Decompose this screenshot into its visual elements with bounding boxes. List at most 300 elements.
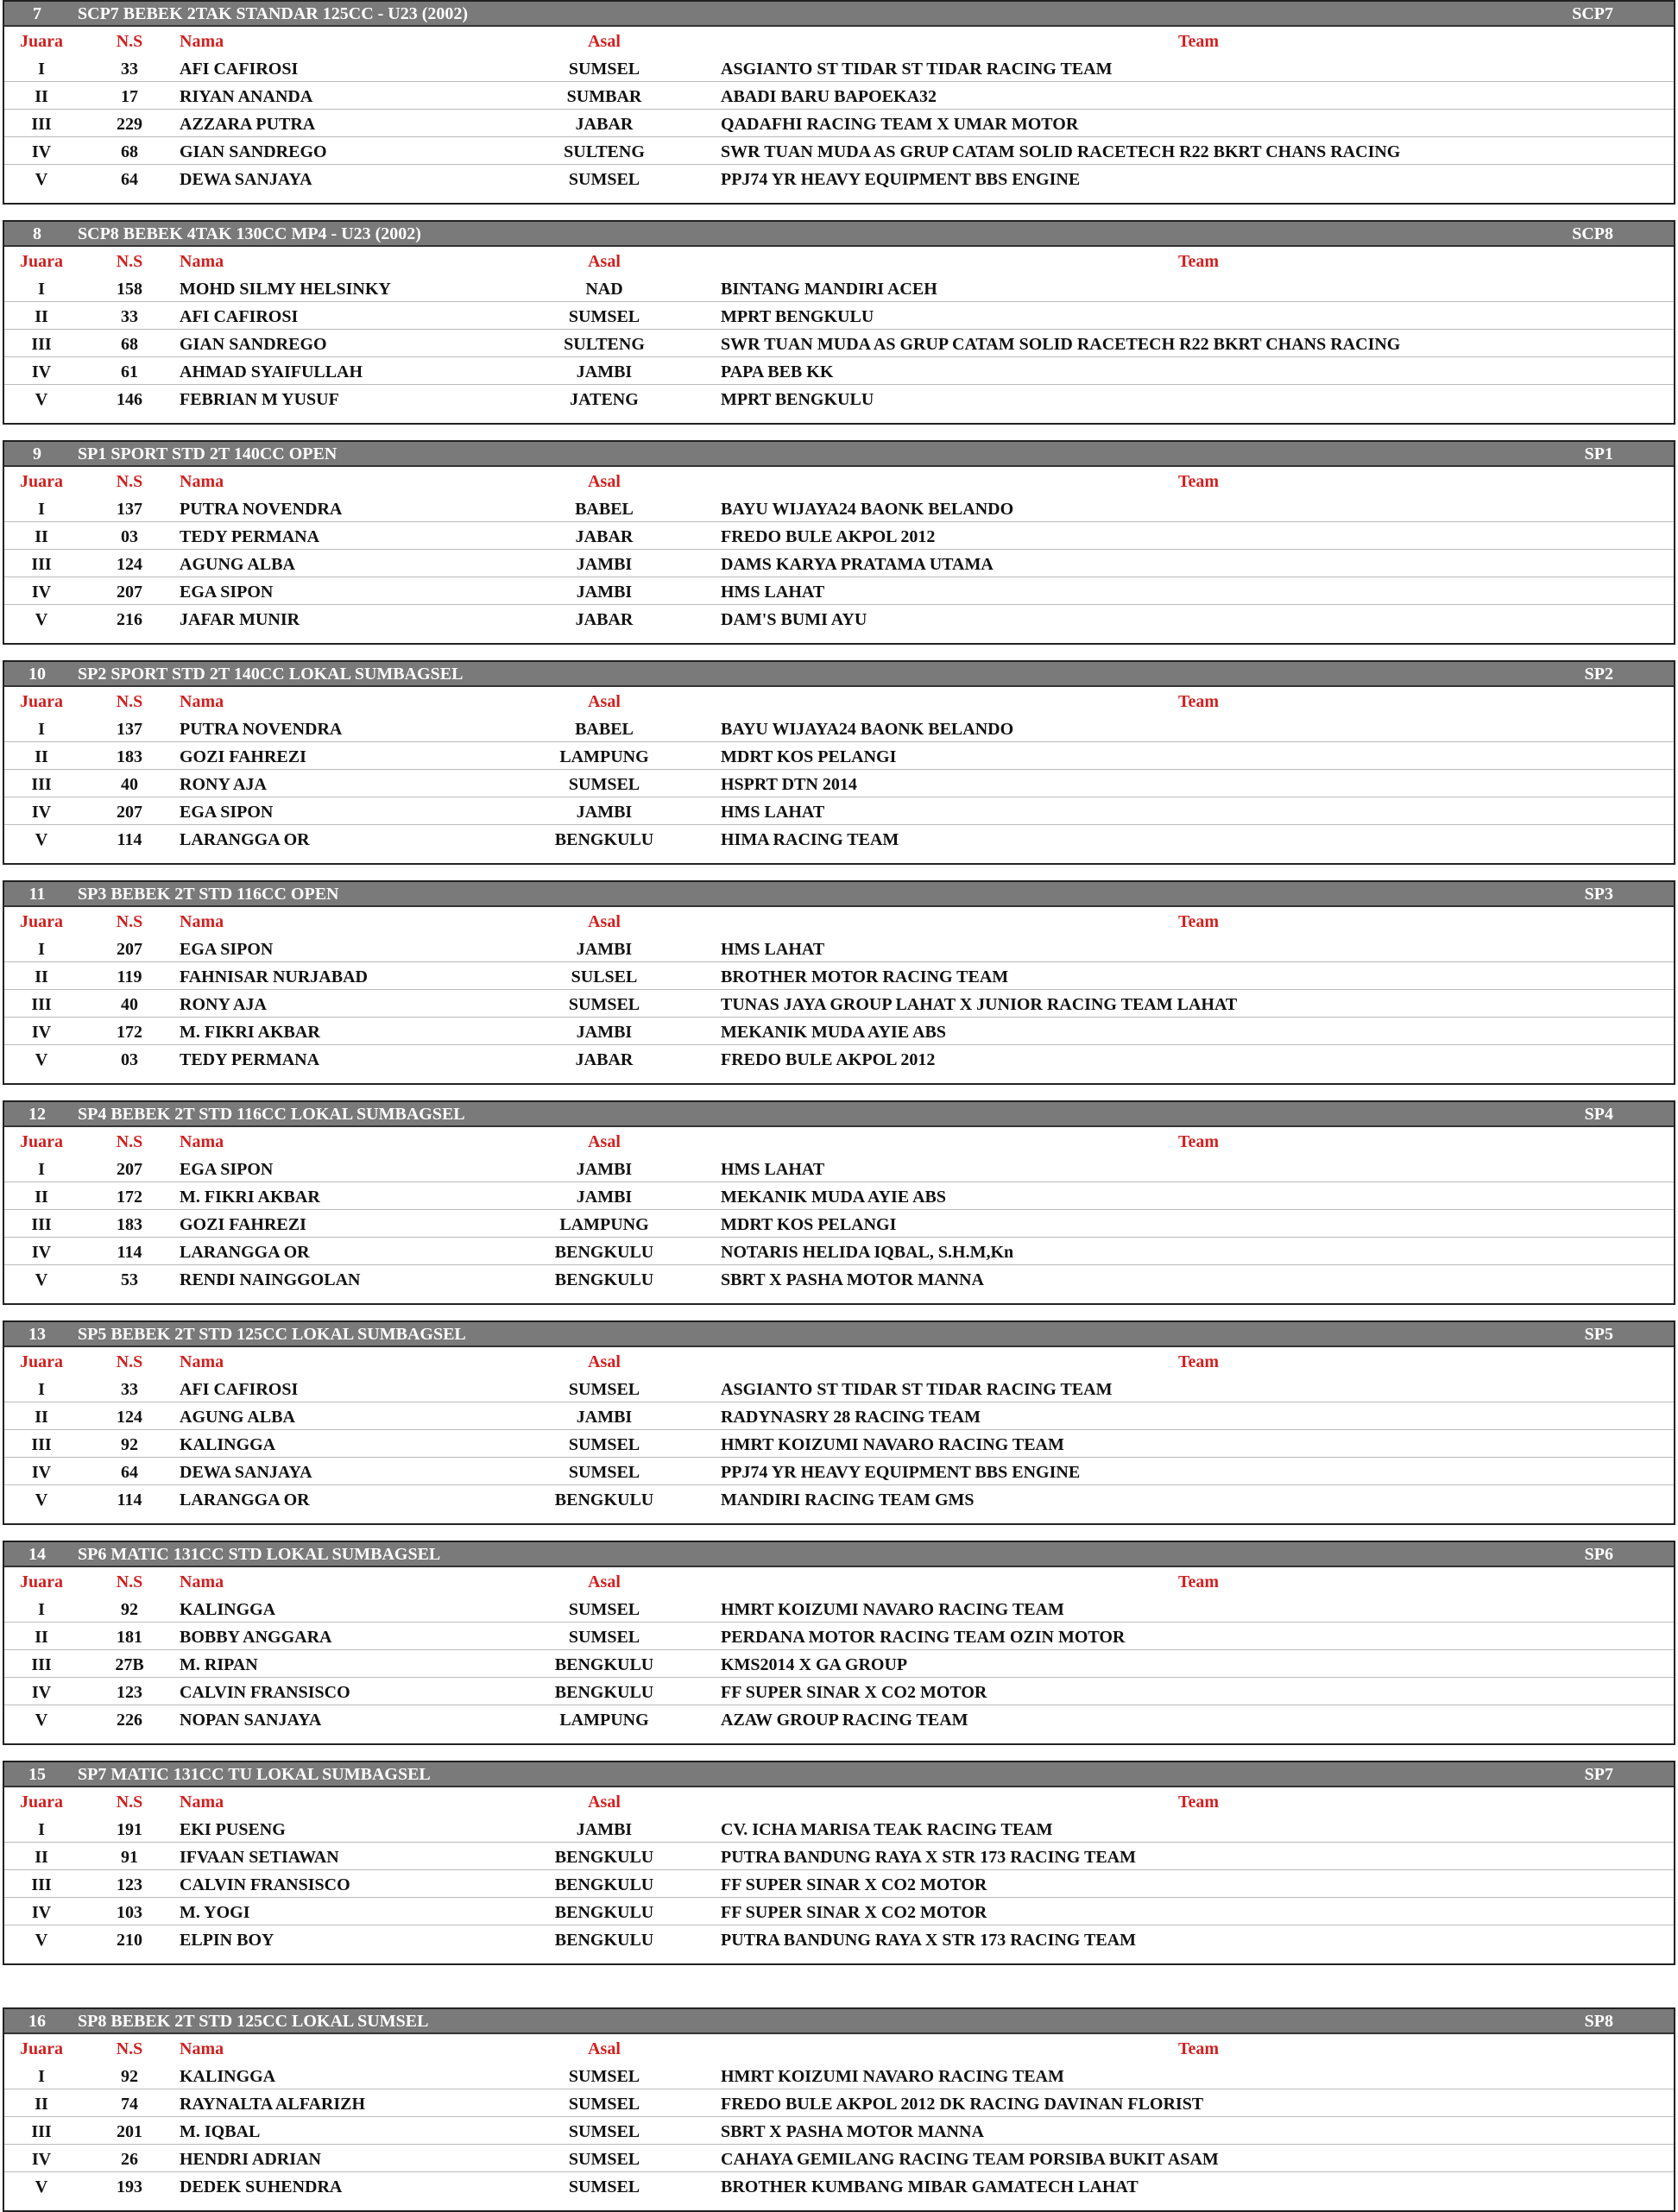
- column-header-asal: Asal: [588, 2039, 621, 2058]
- cell-asal: BENGKULU: [554, 1848, 654, 1867]
- cell-juara: I: [38, 1600, 45, 1619]
- table-row: [4, 330, 1674, 357]
- cell-nama: FAHNISAR NURJABAD: [180, 967, 368, 986]
- results-section: [3, 1100, 1675, 1305]
- column-header-asal: Asal: [588, 1132, 621, 1151]
- cell-asal: LAMPUNG: [559, 1215, 649, 1234]
- cell-ns: 123: [117, 1875, 142, 1894]
- section-header: [4, 1102, 1674, 1127]
- cell-ns: 92: [121, 2067, 138, 2086]
- cell-juara: I: [38, 2067, 45, 2086]
- cell-juara: II: [35, 307, 48, 326]
- cell-juara: II: [35, 1188, 48, 1207]
- column-header-row: [4, 1567, 1674, 1595]
- cell-nama: AFI CAFIROSI: [180, 60, 299, 79]
- cell-nama: M. RIPAN: [180, 1655, 258, 1674]
- column-header-ns: N.S: [116, 1352, 143, 1371]
- cell-team: HMRT KOIZUMI NAVARO RACING TEAM: [721, 2067, 1064, 2086]
- section-header: [4, 442, 1674, 467]
- cell-ns: 146: [117, 390, 142, 409]
- table-row: [4, 302, 1674, 330]
- cell-juara: V: [35, 1490, 48, 1509]
- cell-ns: 181: [117, 1628, 142, 1647]
- cell-team: TUNAS JAYA GROUP LAHAT X JUNIOR RACING TEAM LAHAT: [721, 995, 1238, 1014]
- cell-team: BAYU WIJAYA24 BAONK BELANDO: [721, 720, 1014, 739]
- cell-nama: AZZARA PUTRA: [180, 115, 316, 134]
- column-header-asal: Asal: [588, 1793, 621, 1812]
- table-row: [4, 1485, 1674, 1513]
- cell-nama: EKI PUSENG: [180, 1820, 286, 1839]
- section-title: SCP7 BEBEK 2TAK STANDAR 125CC - U23 (2002): [78, 4, 469, 23]
- cell-team: ASGIANTO ST TIDAR ST TIDAR RACING TEAM: [721, 60, 1113, 79]
- cell-ns: 191: [117, 1820, 142, 1839]
- column-header-ns: N.S: [116, 912, 143, 931]
- section-number: 9: [33, 444, 41, 463]
- cell-team: MEKANIK MUDA AYIE ABS: [721, 1023, 946, 1042]
- column-header-juara: Juara: [20, 692, 63, 711]
- cell-juara: IV: [31, 362, 52, 381]
- cell-juara: I: [38, 1160, 45, 1179]
- column-header-nama: Nama: [180, 1132, 224, 1151]
- column-header-team: Team: [1178, 1132, 1220, 1151]
- cell-juara: II: [35, 527, 48, 546]
- cell-nama: TEDY PERMANA: [180, 1050, 320, 1069]
- section-title: SP7 MATIC 131CC TU LOKAL SUMBAGSEL: [78, 1765, 431, 1784]
- cell-nama: RONY AJA: [180, 775, 267, 794]
- section-title: SCP8 BEBEK 4TAK 130CC MP4 - U23 (2002): [78, 224, 421, 243]
- cell-nama: EGA SIPON: [180, 803, 274, 822]
- cell-ns: 91: [121, 1848, 138, 1867]
- cell-juara: II: [35, 967, 48, 986]
- column-header-row: [4, 687, 1674, 715]
- cell-nama: AFI CAFIROSI: [180, 307, 299, 326]
- cell-ns: 114: [117, 1243, 142, 1262]
- cell-juara: V: [35, 2177, 48, 2196]
- cell-team: FF SUPER SINAR X CO2 MOTOR: [721, 1683, 987, 1702]
- column-header-juara: Juara: [20, 32, 63, 51]
- column-header-nama: Nama: [180, 2039, 224, 2058]
- column-header-ns: N.S: [116, 692, 143, 711]
- cell-asal: LAMPUNG: [559, 1711, 649, 1730]
- table-row: [4, 1155, 1674, 1182]
- column-header-juara: Juara: [20, 1793, 63, 1812]
- column-header-juara: Juara: [20, 1352, 63, 1371]
- cell-team: HMRT KOIZUMI NAVARO RACING TEAM: [721, 1600, 1064, 1619]
- section-header: [4, 662, 1674, 687]
- column-header-team: Team: [1178, 912, 1220, 931]
- cell-nama: GOZI FAHREZI: [180, 747, 306, 766]
- cell-nama: DEDEK SUHENDRA: [180, 2177, 343, 2196]
- cell-juara: V: [35, 1931, 48, 1950]
- table-row: [4, 1870, 1674, 1898]
- table-row: [4, 1265, 1674, 1293]
- cell-juara: IV: [31, 803, 52, 822]
- cell-team: PPJ74 YR HEAVY EQUIPMENT BBS ENGINE: [721, 1463, 1081, 1482]
- cell-asal: BENGKULU: [554, 1903, 654, 1922]
- section-number: 11: [28, 885, 46, 904]
- cell-nama: CALVIN FRANSISCO: [180, 1683, 350, 1702]
- section-header: [4, 2, 1674, 27]
- cell-asal: BABEL: [575, 720, 634, 739]
- cell-ns: 124: [117, 555, 142, 574]
- cell-juara: I: [38, 60, 45, 79]
- cell-juara: III: [31, 2122, 52, 2141]
- cell-juara: V: [35, 830, 48, 849]
- cell-ns: 119: [117, 967, 142, 986]
- cell-juara: III: [31, 1435, 52, 1454]
- cell-team: HMS LAHAT: [721, 803, 825, 822]
- section-title: SP3 BEBEK 2T STD 116CC OPEN: [78, 885, 339, 904]
- column-header-row: [4, 907, 1674, 935]
- cell-juara: I: [38, 500, 45, 519]
- column-header-ns: N.S: [116, 472, 143, 491]
- table-row: [4, 770, 1674, 797]
- cell-team: ASGIANTO ST TIDAR ST TIDAR RACING TEAM: [721, 1380, 1113, 1399]
- cell-asal: SUMSEL: [568, 1380, 640, 1399]
- table-row: [4, 577, 1674, 605]
- cell-asal: SUMSEL: [568, 170, 640, 189]
- table-row: [4, 274, 1674, 302]
- cell-nama: KALINGGA: [180, 1600, 276, 1619]
- table-row: [4, 1238, 1674, 1265]
- cell-nama: EGA SIPON: [180, 940, 274, 959]
- cell-ns: 40: [121, 995, 138, 1014]
- cell-nama: LARANGGA OR: [180, 1243, 310, 1262]
- cell-team: CAHAYA GEMILANG RACING TEAM PORSIBA BUKIT ASAM: [721, 2150, 1219, 2169]
- table-row: [4, 165, 1674, 192]
- cell-team: BINTANG MANDIRI ACEH: [721, 280, 937, 299]
- cell-asal: JABAR: [575, 527, 634, 546]
- cell-team: QADAFHI RACING TEAM X UMAR MOTOR: [721, 115, 1079, 134]
- cell-team: MANDIRI RACING TEAM GMS: [721, 1490, 975, 1509]
- cell-juara: III: [31, 1655, 52, 1674]
- table-row: [4, 742, 1674, 770]
- column-header-row: [4, 467, 1674, 495]
- cell-nama: CALVIN FRANSISCO: [180, 1875, 350, 1894]
- table-row: [4, 605, 1674, 633]
- cell-nama: LARANGGA OR: [180, 830, 310, 849]
- cell-asal: BENGKULU: [554, 1490, 654, 1509]
- section-number: 10: [28, 665, 46, 684]
- cell-juara: III: [31, 775, 52, 794]
- cell-team: SBRT X PASHA MOTOR MANNA: [721, 2122, 984, 2141]
- table-row: [4, 385, 1674, 413]
- cell-juara: II: [35, 1408, 48, 1427]
- cell-ns: 226: [117, 1711, 142, 1730]
- class-code: SCP8: [1572, 224, 1613, 243]
- cell-juara: I: [38, 940, 45, 959]
- section-header: [4, 882, 1674, 907]
- cell-juara: V: [35, 390, 48, 409]
- cell-ns: 123: [117, 1683, 142, 1702]
- cell-team: HMS LAHAT: [721, 1160, 825, 1179]
- cell-asal: BENGKULU: [554, 1655, 654, 1674]
- cell-ns: 92: [121, 1600, 138, 1619]
- cell-asal: SULSEL: [571, 967, 638, 986]
- table-row: [4, 825, 1674, 853]
- section-number: 7: [33, 4, 41, 23]
- cell-juara: V: [35, 170, 48, 189]
- cell-juara: IV: [31, 1463, 52, 1482]
- cell-juara: I: [38, 1820, 45, 1839]
- cell-team: MDRT KOS PELANGI: [721, 747, 897, 766]
- cell-ns: 207: [117, 940, 142, 959]
- section-number: 13: [28, 1325, 46, 1344]
- cell-asal: JAMBI: [576, 1820, 633, 1839]
- cell-ns: 103: [117, 1903, 142, 1922]
- cell-team: PERDANA MOTOR RACING TEAM OZIN MOTOR: [721, 1628, 1126, 1647]
- cell-team: MEKANIK MUDA AYIE ABS: [721, 1188, 946, 1207]
- table-row: [4, 522, 1674, 550]
- column-header-ns: N.S: [116, 32, 143, 51]
- section-title: SP5 BEBEK 2T STD 125CC LOKAL SUMBAGSEL: [78, 1325, 466, 1344]
- cell-asal: SULTENG: [564, 142, 645, 161]
- section-number: 16: [28, 2012, 46, 2031]
- table-row: [4, 550, 1674, 577]
- class-code: SP7: [1584, 1765, 1613, 1784]
- table-row: [4, 2145, 1674, 2172]
- class-code: SP2: [1584, 665, 1613, 684]
- column-header-nama: Nama: [180, 692, 224, 711]
- results-section: [3, 880, 1675, 1085]
- table-row: [4, 357, 1674, 385]
- cell-ns: 64: [121, 1463, 138, 1482]
- column-header-nama: Nama: [180, 32, 224, 51]
- column-header-nama: Nama: [180, 1793, 224, 1812]
- cell-juara: III: [31, 995, 52, 1014]
- table-row: [4, 1375, 1674, 1402]
- table-row: [4, 1843, 1674, 1870]
- cell-juara: IV: [31, 2150, 52, 2169]
- cell-team: KMS2014 X GA GROUP: [721, 1655, 908, 1674]
- table-row: [4, 1430, 1674, 1458]
- cell-ns: 03: [121, 527, 138, 546]
- cell-ns: 27B: [115, 1655, 144, 1674]
- cell-nama: M. FIKRI AKBAR: [180, 1023, 320, 1042]
- cell-nama: RIYAN ANANDA: [180, 87, 313, 106]
- section-header: [4, 222, 1674, 247]
- cell-asal: JAMBI: [576, 940, 633, 959]
- class-code: SP3: [1584, 885, 1613, 904]
- cell-nama: AFI CAFIROSI: [180, 1380, 299, 1399]
- column-header-juara: Juara: [20, 912, 63, 931]
- cell-team: PAPA BEB KK: [721, 362, 834, 381]
- cell-ns: 17: [121, 87, 138, 106]
- column-header-juara: Juara: [20, 252, 63, 271]
- results-section: [3, 660, 1675, 865]
- cell-juara: IV: [31, 1023, 52, 1042]
- cell-ns: 207: [117, 1160, 142, 1179]
- cell-team: PUTRA BANDUNG RAYA X STR 173 RACING TEAM: [721, 1931, 1136, 1950]
- cell-team: HSPRT DTN 2014: [721, 775, 857, 794]
- cell-nama: PUTRA NOVENDRA: [180, 500, 343, 519]
- cell-nama: FEBRIAN M YUSUF: [180, 390, 339, 409]
- cell-asal: BENGKULU: [554, 1270, 654, 1289]
- cell-asal: SUMSEL: [568, 2177, 640, 2196]
- table-row: [4, 935, 1674, 962]
- column-header-team: Team: [1178, 252, 1220, 271]
- column-header-row: [4, 2034, 1674, 2062]
- table-row: [4, 1018, 1674, 1045]
- results-section: [3, 1541, 1675, 1745]
- cell-juara: IV: [31, 583, 52, 602]
- table-row: [4, 2117, 1674, 2145]
- section-header: [4, 1542, 1674, 1567]
- cell-nama: DEWA SANJAYA: [180, 170, 312, 189]
- section-header: [4, 1762, 1674, 1787]
- cell-team: SWR TUAN MUDA AS GRUP CATAM SOLID RACETECH R22 BKRT CHANS RACING: [721, 142, 1401, 161]
- table-row: [4, 2062, 1674, 2089]
- cell-asal: SUMSEL: [568, 1435, 640, 1454]
- cell-asal: SUMSEL: [568, 2122, 640, 2141]
- cell-nama: KALINGGA: [180, 1435, 276, 1454]
- cell-team: HMRT KOIZUMI NAVARO RACING TEAM: [721, 1435, 1064, 1454]
- cell-juara: IV: [31, 1903, 52, 1922]
- table-row: [4, 1705, 1674, 1733]
- cell-juara: IV: [31, 142, 52, 161]
- table-row: [4, 54, 1674, 82]
- cell-ns: 68: [121, 142, 138, 161]
- cell-asal: JATENG: [570, 390, 639, 409]
- cell-nama: RONY AJA: [180, 995, 267, 1014]
- cell-nama: RAYNALTA ALFARIZH: [180, 2095, 366, 2114]
- cell-nama: GIAN SANDREGO: [180, 335, 327, 354]
- column-header-team: Team: [1178, 1352, 1220, 1371]
- cell-ns: 64: [121, 170, 138, 189]
- cell-juara: I: [38, 720, 45, 739]
- cell-asal: SULTENG: [564, 335, 645, 354]
- cell-ns: 33: [121, 307, 138, 326]
- cell-asal: BENGKULU: [554, 1931, 654, 1950]
- cell-ns: 74: [121, 2095, 138, 2114]
- cell-ns: 03: [121, 1050, 138, 1069]
- cell-team: SBRT X PASHA MOTOR MANNA: [721, 1270, 984, 1289]
- cell-asal: JAMBI: [576, 555, 633, 574]
- cell-team: HMS LAHAT: [721, 583, 825, 602]
- table-row: [4, 110, 1674, 137]
- cell-juara: II: [35, 1848, 48, 1867]
- cell-nama: PUTRA NOVENDRA: [180, 720, 343, 739]
- section-number: 8: [33, 224, 41, 243]
- cell-asal: BENGKULU: [554, 1875, 654, 1894]
- cell-asal: SUMSEL: [568, 307, 640, 326]
- table-row: [4, 1650, 1674, 1678]
- column-header-row: [4, 1347, 1674, 1375]
- cell-nama: M. YOGI: [180, 1903, 250, 1922]
- column-header-row: [4, 27, 1674, 54]
- cell-nama: JAFAR MUNIR: [180, 610, 300, 629]
- table-row: [4, 1678, 1674, 1705]
- cell-nama: AGUNG ALBA: [180, 555, 295, 574]
- table-row: [4, 797, 1674, 825]
- cell-ns: 172: [117, 1023, 142, 1042]
- column-header-team: Team: [1178, 472, 1220, 491]
- column-header-juara: Juara: [20, 1572, 63, 1591]
- cell-nama: TEDY PERMANA: [180, 527, 320, 546]
- section-header: [4, 1322, 1674, 1347]
- table-row: [4, 495, 1674, 522]
- cell-asal: JABAR: [575, 1050, 634, 1069]
- cell-asal: SUMBAR: [566, 87, 642, 106]
- column-header-ns: N.S: [116, 252, 143, 271]
- cell-juara: V: [35, 1050, 48, 1069]
- cell-ns: 26: [121, 2150, 138, 2169]
- table-row: [4, 1210, 1674, 1238]
- column-header-team: Team: [1178, 2039, 1220, 2058]
- cell-ns: 201: [117, 2122, 142, 2141]
- cell-juara: V: [35, 1711, 48, 1730]
- cell-asal: SUMSEL: [568, 775, 640, 794]
- column-header-ns: N.S: [116, 2039, 143, 2058]
- cell-asal: SUMSEL: [568, 1600, 640, 1619]
- cell-team: DAM'S BUMI AYU: [721, 610, 867, 629]
- cell-ns: 137: [117, 500, 142, 519]
- column-header-ns: N.S: [116, 1793, 143, 1812]
- class-code: SP1: [1584, 444, 1613, 463]
- class-code: SCP7: [1572, 4, 1613, 23]
- cell-team: MDRT KOS PELANGI: [721, 1215, 897, 1234]
- cell-ns: 207: [117, 583, 142, 602]
- table-row: [4, 1458, 1674, 1485]
- cell-asal: JAMBI: [576, 362, 633, 381]
- cell-juara: I: [38, 280, 45, 299]
- class-code: SP6: [1584, 1545, 1613, 1564]
- cell-nama: HENDRI ADRIAN: [180, 2150, 321, 2169]
- cell-nama: IFVAAN SETIAWAN: [180, 1848, 339, 1867]
- table-row: [4, 137, 1674, 165]
- column-header-team: Team: [1178, 1793, 1220, 1812]
- column-header-team: Team: [1178, 692, 1220, 711]
- cell-team: AZAW GROUP RACING TEAM: [721, 1711, 968, 1730]
- column-header-row: [4, 1787, 1674, 1815]
- cell-juara: V: [35, 1270, 48, 1289]
- cell-asal: JAMBI: [576, 1408, 633, 1427]
- cell-juara: V: [35, 610, 48, 629]
- table-row: [4, 1925, 1674, 1953]
- cell-nama: AGUNG ALBA: [180, 1408, 295, 1427]
- cell-team: FREDO BULE AKPOL 2012 DK RACING DAVINAN FLORIST: [721, 2095, 1204, 2114]
- cell-team: FF SUPER SINAR X CO2 MOTOR: [721, 1875, 987, 1894]
- cell-juara: III: [31, 335, 52, 354]
- table-row: [4, 82, 1674, 110]
- cell-asal: SUMSEL: [568, 60, 640, 79]
- table-row: [4, 1898, 1674, 1925]
- cell-asal: SUMSEL: [568, 1463, 640, 1482]
- cell-nama: EGA SIPON: [180, 1160, 274, 1179]
- column-header-asal: Asal: [588, 32, 621, 51]
- cell-asal: JAMBI: [576, 1023, 633, 1042]
- cell-nama: NOPAN SANJAYA: [180, 1711, 322, 1730]
- results-section: [3, 1761, 1675, 1965]
- column-header-asal: Asal: [588, 692, 621, 711]
- table-row: [4, 990, 1674, 1018]
- cell-juara: IV: [31, 1243, 52, 1262]
- cell-nama: DEWA SANJAYA: [180, 1463, 312, 1482]
- cell-ns: 183: [117, 747, 142, 766]
- cell-asal: BENGKULU: [554, 830, 654, 849]
- cell-ns: 210: [117, 1931, 142, 1950]
- column-header-ns: N.S: [116, 1572, 143, 1591]
- cell-team: RADYNASRY 28 RACING TEAM: [721, 1408, 981, 1427]
- cell-team: SWR TUAN MUDA AS GRUP CATAM SOLID RACETECH R22 BKRT CHANS RACING: [721, 335, 1401, 354]
- cell-team: NOTARIS HELIDA IQBAL, S.H.M,Kn: [721, 1243, 1014, 1262]
- cell-ns: 158: [117, 280, 142, 299]
- cell-asal: BABEL: [575, 500, 634, 519]
- cell-juara: III: [31, 1215, 52, 1234]
- column-header-asal: Asal: [588, 1572, 621, 1591]
- cell-asal: BENGKULU: [554, 1243, 654, 1262]
- cell-juara: III: [31, 555, 52, 574]
